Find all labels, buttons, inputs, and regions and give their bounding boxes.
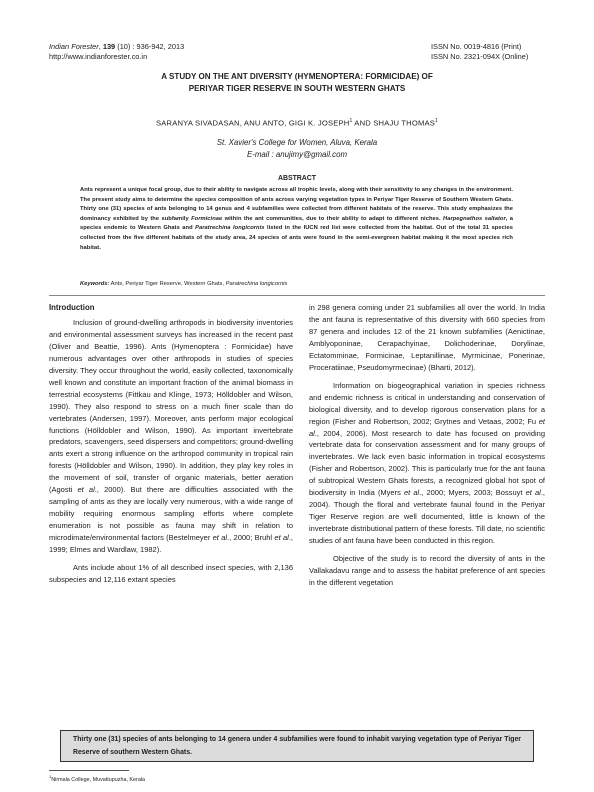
journal-issue-pages: (10) : 936-942, 2013 bbox=[117, 42, 185, 51]
journal-citation: Indian Forester, 139 (10) : 936-942, 2013 bbox=[49, 42, 185, 51]
footnote-rule bbox=[49, 770, 129, 771]
affiliation-block bbox=[60, 137, 534, 161]
keywords-italic: Paratrechina longicornis bbox=[225, 281, 288, 287]
email[interactable]: E-mail : anujimy@gmail.com bbox=[246, 150, 348, 159]
body-paragraph: Inclusion of ground-dwelling arthropods in biodiversity inventories and environmental assessment surveys has increased in the recent past (Oliver and Beattie, 1996). Ants (Hymenoptera : Formicidae) have numerous advantages over other arthropods in studies of species diversity. They occur throughout the world, easily collected, taxonomically well known and constitute an important fraction of the animal biomass in terrestrial ecosystems (Fittkau and Klinge, 1973; Hölldobler and Wilson, 1990). They also respond to stress on a much finer scale than do vertebrates (Andersen, 1997). Moreover, ants perform major ecological functions (Hölldobler and Wilson, 1990). As important invertebrate predators, scavengers, seed dispersers and competitors; ground-dwelling ants exert a strong influence on the arthropod community in tropical rain forests (Hölldobler and Wilson, 1990). In addition, they play key roles in the movement of soil, transfer of organic materials, better aeration (Agosti et al., 2000). But there are difficulties associated with the sampling of ants as they are locally very numerous, with a wide range of mobility requiring enormous sampling efforts where complete enumeration is not possible as fauna may shift in relation to microdimate/environmental factors (Bestelmeyer et al., 2000; Bruhl et al., 1999; Elmes and Wardlaw, 1982). bbox=[49, 317, 293, 555]
title-line-1: A STUDY ON THE ANT DIVERSITY (HYMENOPTERA: FORMICIDAE) OF bbox=[161, 72, 433, 81]
affiliation: St. Xavier's College for Women, Aluva, Kerala bbox=[216, 138, 378, 147]
body-paragraph: Ants include about 1% of all described insect species, with 2,136 subspecies and 12,116 extant species bbox=[49, 563, 293, 584]
journal-header-right bbox=[431, 42, 528, 62]
title-line-2: PERIYAR TIGER RESERVE IN SOUTH WESTERN GHATS bbox=[188, 83, 406, 93]
author-superscript: 1 bbox=[349, 118, 353, 124]
abstract-heading: ABSTRACT bbox=[278, 175, 316, 182]
keywords-label: Keywords: bbox=[80, 281, 110, 287]
issn-print: ISSN No. 0019-4816 (Print) bbox=[431, 42, 522, 51]
introduction-heading: Introduction bbox=[49, 303, 95, 312]
body-column-left bbox=[49, 302, 293, 586]
author-superscript-2: 1 bbox=[435, 118, 438, 124]
journal-header-left bbox=[49, 42, 184, 62]
highlight-box: Thirty one (31) species of ants belonging to 14 genera under 4 subfamilies were found to inhabit varying vegetation type of Periyar Tiger Reserve of southern Western Ghats. bbox=[60, 730, 534, 762]
keywords-text: Ants, Periyar Tiger Reserve, Western Ghats, bbox=[109, 281, 226, 287]
section-divider bbox=[49, 295, 545, 296]
body-paragraph: Objective of the study is to record the diversity of ants in the Vallakadavu range and to assess the habitat preference of ant species in the different vegetation bbox=[309, 554, 545, 587]
body-paragraph: Information on biogeographical variation in species richness and endemic richness is critical in understanding and conservation of biological diversity, and to develop rigorous conservation plans for a region (Fisher and Robertson, 2002; Grytnes and Vetaas, 2002; Fu et al., 2004, 2006). Most research to date has focused on providing vertebrate data for conservation assessment and for many groups of invertebrates. We lack even basic information in tropical ecosystems (Fisher and Robertson, 2002). This is particularly true for the ant fauna of subtropical Western Ghats forests, a recognized global hot spot of biodiversity in India (Myers et al., 2000; Myers, 2003; Bossuyt et al., 2004). Though the floral and vertebrate faunal found in the Periyar Tiger Reserve region are well documented, little is known of the invertebrate distributional pattern of these forests. Till date, no scientific studies of ant fauna have been conducted in this region. bbox=[309, 380, 545, 546]
journal-name: Indian Forester bbox=[49, 42, 99, 51]
footnote-marker: 1 bbox=[49, 774, 52, 779]
keywords bbox=[80, 280, 513, 289]
journal-website[interactable]: http://www.indianforester.co.in bbox=[49, 52, 148, 61]
footnote bbox=[49, 773, 145, 784]
journal-volume: 139 bbox=[102, 42, 116, 51]
authors-part-2: AND SHAJU THOMAS bbox=[352, 118, 436, 128]
author-list bbox=[60, 116, 534, 129]
body-column-right bbox=[309, 302, 545, 589]
abstract-text: Ants represent a unique focal group, due to their ability to navigate across all trophic levels, along with their sensitivity to any changes in the environment. The present study aims to determine the species composition of ants across varying vegetation types in Periyar Tiger Reserve of Southern Western Ghats. Thirty one (31) species of ants belonging to 14 genus and 4 subfamilies were collected from different habitats of the reserve. This study emphasizes the dominancy exhibited by the subfamily Formicinae within the ant communities, due to their ability to adapt to different niches. Harpegnathos saltator, a species endemic to Western Ghats and Paratrechina longicornis listed in the IUCN red list were collected from the habitat. Out of the total 31 species collected from the five different habitats of the study area, 24 species of ants were found in the semi-evergreen habitat making it the most species rich habitat. bbox=[80, 187, 514, 251]
footnote-text: Nirmala College, Muvattupuzha, Kerala bbox=[51, 776, 146, 783]
issn-online: ISSN No. 2321-094X (Online) bbox=[431, 52, 529, 61]
body-paragraph: in 298 genera coming under 21 subfamilies all over the world. In India the ant fauna is representative of this diversity with 660 species from 87 genera and includes 12 of the 21 known subfamilies (Aenictinae, Amblyoponinae, Cerapachyinae, Dolichoderinae, Dorylinae, Ectatomminae, Formicinae, Leptanillinae, Myrmicinae, Ponerinae, Proceratiinae, Pseudomyrmecinae) (Bharti, 2012). bbox=[309, 303, 545, 372]
authors-part-1: SARANYA SIVADASAN, ANU ANTO, GIGI K. JOSEPH bbox=[156, 118, 350, 128]
article-title bbox=[60, 71, 534, 94]
